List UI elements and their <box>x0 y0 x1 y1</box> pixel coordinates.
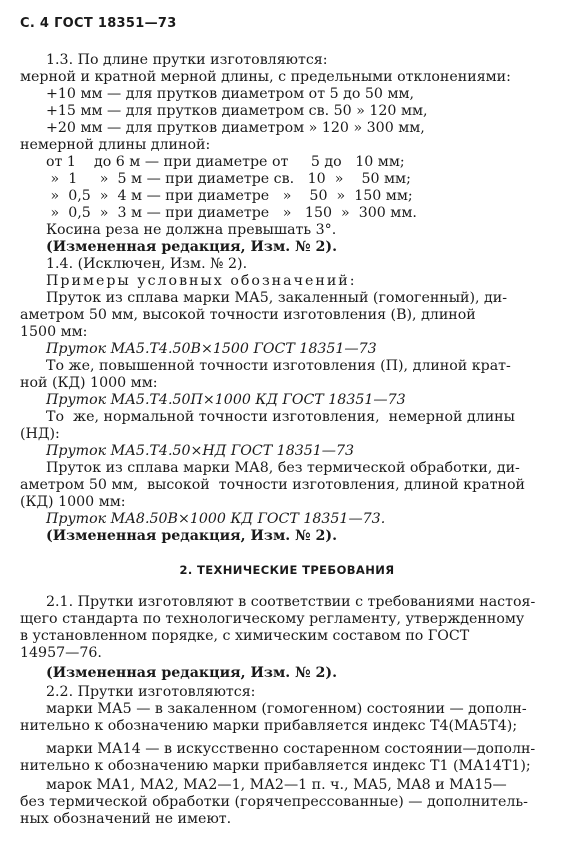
amendment-note: (Измененная редакция, Изм. № 2). <box>46 665 338 681</box>
text-line: 1500 мм: <box>20 324 88 340</box>
clause-2-1: 2.1. Прутки изготовляют в соответствии с требованиями настоя- <box>46 594 536 610</box>
designation-example: Пруток МА5.Т4.50В×1500 ГОСТ 18351—73 <box>46 341 377 357</box>
length-line: от 1 до 6 м — при диаметре от 5 до 10 мм; <box>46 154 405 170</box>
text-line: То же, нормальной точности изготовления, немерной длины <box>46 409 515 425</box>
amendment-note: (Измененная редакция, Изм. № 2). <box>46 239 338 255</box>
text-line: 14957—76. <box>20 645 102 661</box>
examples-heading: Примеры условных обозначений: <box>46 273 357 289</box>
tolerance-line: +10 мм — для прутков диаметром от 5 до 50 мм, <box>46 86 415 102</box>
designation-example: Пруток МА8.50В×1000 КД ГОСТ 18351—73. <box>46 511 386 527</box>
text-line: нительно к обозначению марки прибавляется индекс Т4(МА5Т4); <box>20 718 518 734</box>
text-line: Пруток из сплава марки МА8, без термической обработки, ди- <box>46 460 520 476</box>
tolerance-line: +20 мм — для прутков диаметром » 120 » 300 мм, <box>46 120 425 136</box>
text-line: без термической обработки (горячепрессованные) — дополнитель- <box>20 794 528 810</box>
text-line: марок МА1, МА2, МА2—1, МА2—1 п. ч., МА5, МА8 и МА15— <box>46 777 507 793</box>
clause-2-2: 2.2. Прутки изготовляются: <box>46 684 256 700</box>
text-line: Косина реза не должна превышать 3°. <box>46 222 337 238</box>
text-line: марки МА14 — в искусственно состаренном состоянии—дополн- <box>46 741 536 757</box>
text-line: ных обозначений не имеют. <box>20 811 232 827</box>
clause-1-4: 1.4. (Исключен, Изм. № 2). <box>46 256 248 272</box>
length-line: » 0,5 » 4 м — при диаметре » 50 » 150 мм; <box>46 188 413 204</box>
clause-1-3: 1.3. По длине прутки изготовляются: <box>46 52 328 68</box>
text-line: То же, повышенной точности изготовления (П), длиной крат- <box>46 358 511 374</box>
text-line: (НД): <box>20 426 60 442</box>
text-line: аметром 50 мм, высокой точности изготовления, длиной кратной <box>20 477 525 493</box>
text-line: щего стандарта по технологическому регламенту, утвержденному <box>20 611 525 627</box>
section-heading: 2. ТЕХНИЧЕСКИЕ ТРЕБОВАНИЯ <box>179 563 395 577</box>
text-line: аметром 50 мм, высокой точности изготовления (В), длиной <box>20 307 476 323</box>
text-line: мерной и кратной мерной длины, с предельными отклонениями: <box>20 69 511 85</box>
text-line: Пруток из сплава марки МА5, закаленный (гомогенный), ди- <box>46 290 508 306</box>
text-line: ной (КД) 1000 мм: <box>20 375 158 391</box>
tolerance-line: +15 мм — для прутков диаметром св. 50 » 120 мм, <box>46 103 428 119</box>
designation-example: Пруток МА5.Т4.50×НД ГОСТ 18351—73 <box>46 443 355 459</box>
text-line: (КД) 1000 мм: <box>20 494 126 510</box>
text-line: нительно к обозначению марки прибавляется индекс Т1 (МА14Т1); <box>20 758 531 774</box>
designation-example: Пруток МА5.Т4.50П×1000 КД ГОСТ 18351—73 <box>46 392 406 408</box>
text-line: в установленном порядке, с химическим составом по ГОСТ <box>20 628 470 644</box>
length-line: » 1 » 5 м — при диаметре св. 10 » 50 мм; <box>46 171 411 187</box>
length-line: » 0,5 » 3 м — при диаметре » 150 » 300 мм. <box>46 205 417 221</box>
amendment-note: (Измененная редакция, Изм. № 2). <box>46 528 338 544</box>
page-header: С. 4 ГОСТ 18351—73 <box>20 16 177 31</box>
text-line: немерной длины длиной: <box>20 137 211 153</box>
text-line: марки МА5 — в закаленном (гомогенном) состоянии — дополн- <box>46 701 527 717</box>
